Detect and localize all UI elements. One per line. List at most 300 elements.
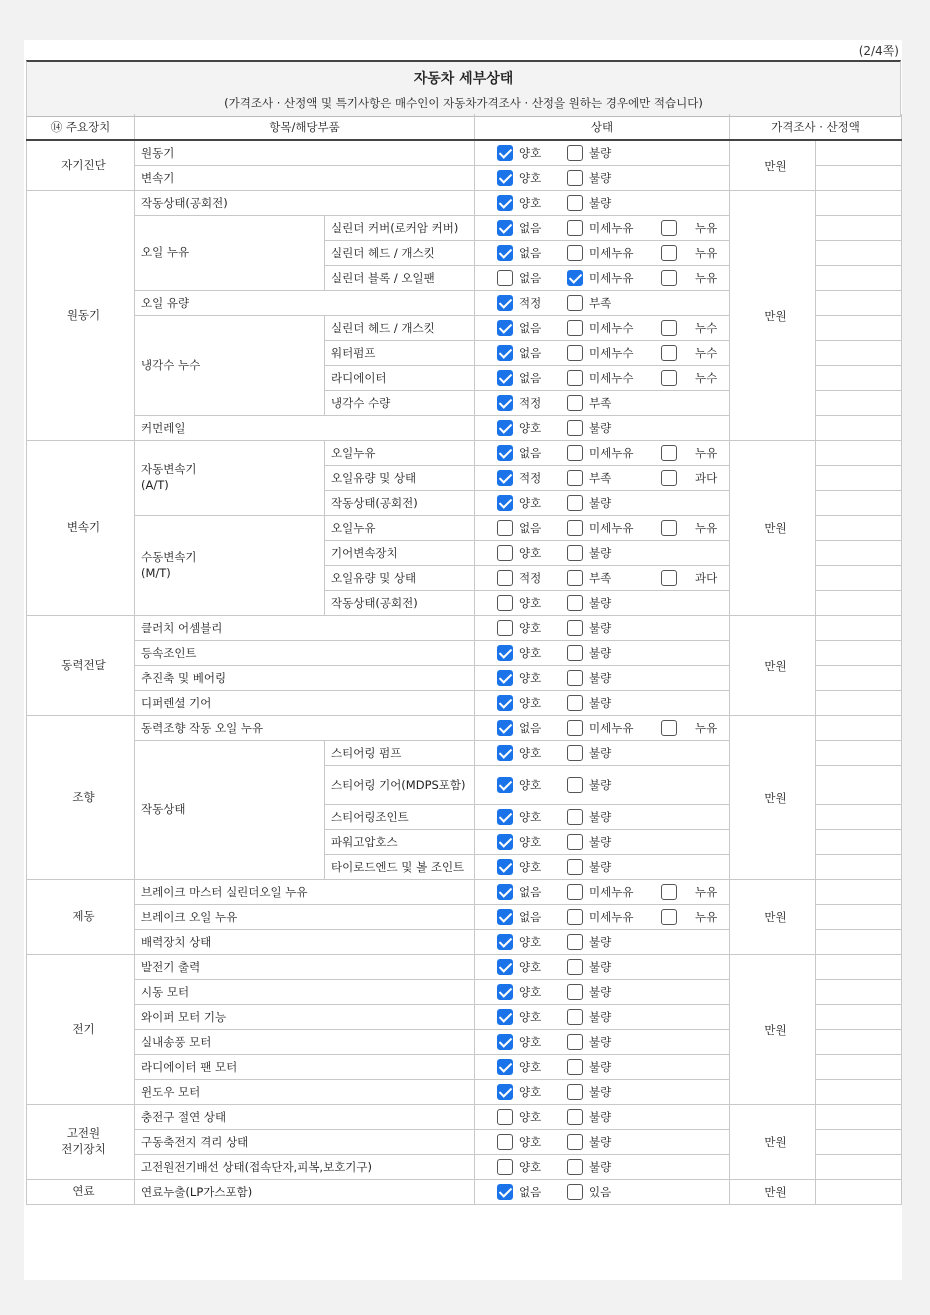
unchecked-checkbox[interactable] (567, 370, 583, 386)
checked-checkbox[interactable] (497, 420, 513, 436)
price-input-cell[interactable] (816, 541, 902, 566)
price-input-cell[interactable] (816, 855, 902, 880)
price-input-cell[interactable] (816, 805, 902, 830)
unchecked-checkbox[interactable] (567, 1059, 583, 1075)
checked-checkbox[interactable] (497, 345, 513, 361)
price-input-cell[interactable] (816, 1155, 902, 1180)
checked-checkbox[interactable] (497, 370, 513, 386)
price-input-cell[interactable] (816, 140, 902, 166)
price-input-cell[interactable] (816, 391, 902, 416)
status-option[interactable] (567, 520, 633, 536)
unchecked-checkbox[interactable] (661, 570, 677, 586)
status-option[interactable] (567, 1034, 611, 1050)
status-option[interactable] (497, 395, 541, 411)
category-hv: 고전원 전기장치 (27, 1105, 135, 1180)
status-option[interactable] (567, 270, 633, 286)
price-input-cell[interactable] (816, 366, 902, 391)
status-option[interactable] (497, 345, 541, 361)
price-input-cell[interactable] (816, 591, 902, 616)
checked-checkbox[interactable] (497, 1059, 513, 1075)
item-label: 오일유량 및 상태 (325, 566, 475, 591)
checked-checkbox[interactable] (497, 984, 513, 1000)
price-input-cell[interactable] (816, 491, 902, 516)
status-option[interactable] (567, 720, 633, 736)
unchecked-checkbox[interactable] (497, 520, 513, 536)
option-label: 적정 (519, 396, 542, 410)
status-cell (475, 930, 730, 955)
option-label: 누유 (695, 246, 718, 260)
status-option[interactable] (497, 695, 541, 711)
status-option[interactable] (497, 959, 541, 975)
status-option[interactable] (497, 745, 541, 761)
item-label: 실린더 커버(로커암 커버) (325, 216, 475, 241)
status-cell (475, 266, 730, 291)
status-option[interactable] (567, 1009, 611, 1025)
option-label: 없음 (519, 446, 542, 460)
status-option[interactable] (497, 909, 541, 925)
status-option[interactable] (661, 520, 717, 536)
item-label: 스티어링조인트 (325, 805, 475, 830)
item-label: 오일유량 및 상태 (325, 466, 475, 491)
status-option[interactable] (497, 620, 541, 636)
status-option[interactable] (497, 145, 541, 161)
price-input-cell[interactable] (816, 930, 902, 955)
item-label: 실린더 헤드 / 개스킷 (325, 316, 475, 341)
status-option[interactable] (497, 720, 541, 736)
price-input-cell[interactable] (816, 466, 902, 491)
price-input-cell[interactable] (816, 1055, 902, 1080)
checked-checkbox[interactable] (497, 295, 513, 311)
checked-checkbox[interactable] (497, 170, 513, 186)
price-input-cell[interactable] (816, 166, 902, 191)
checked-checkbox[interactable] (497, 934, 513, 950)
unchecked-checkbox[interactable] (661, 520, 677, 536)
checked-checkbox[interactable] (497, 395, 513, 411)
status-option[interactable] (497, 984, 541, 1000)
status-option[interactable] (567, 670, 611, 686)
status-option[interactable] (497, 270, 541, 286)
unchecked-checkbox[interactable] (661, 320, 677, 336)
item-label: 오일누유 (325, 516, 475, 541)
price-input-cell[interactable] (816, 641, 902, 666)
status-option[interactable] (497, 859, 541, 875)
unchecked-checkbox[interactable] (567, 745, 583, 761)
unchecked-checkbox[interactable] (567, 1034, 583, 1050)
checked-checkbox[interactable] (497, 320, 513, 336)
price-input-cell[interactable] (816, 691, 902, 716)
price-input-cell[interactable] (816, 516, 902, 541)
checked-checkbox[interactable] (497, 145, 513, 161)
status-option[interactable] (567, 370, 633, 386)
unchecked-checkbox[interactable] (567, 595, 583, 611)
status-option[interactable] (497, 1034, 541, 1050)
unchecked-checkbox[interactable] (497, 270, 513, 286)
status-cell (475, 566, 730, 591)
unchecked-checkbox[interactable] (567, 859, 583, 875)
status-option[interactable] (497, 170, 541, 186)
status-option[interactable] (567, 620, 611, 636)
unchecked-checkbox[interactable] (497, 595, 513, 611)
checked-checkbox[interactable] (497, 470, 513, 486)
status-option[interactable] (567, 1134, 611, 1150)
status-cell (475, 541, 730, 566)
checked-checkbox[interactable] (567, 270, 583, 286)
unchecked-checkbox[interactable] (567, 570, 583, 586)
checked-checkbox[interactable] (497, 245, 513, 261)
checked-checkbox[interactable] (497, 1009, 513, 1025)
checked-checkbox[interactable] (497, 645, 513, 661)
unchecked-checkbox[interactable] (567, 884, 583, 900)
price-input-cell[interactable] (816, 1180, 902, 1205)
status-option[interactable] (497, 570, 541, 586)
checked-checkbox[interactable] (497, 1184, 513, 1200)
unchecked-checkbox[interactable] (567, 1134, 583, 1150)
status-option[interactable] (661, 470, 717, 486)
status-option[interactable] (567, 320, 633, 336)
status-option[interactable] (497, 495, 541, 511)
status-cell (475, 616, 730, 641)
option-label: 없음 (519, 521, 542, 535)
document-page (24, 40, 902, 1280)
status-option[interactable] (567, 859, 611, 875)
status-option[interactable] (497, 470, 541, 486)
unchecked-checkbox[interactable] (567, 834, 583, 850)
status-option[interactable] (567, 984, 611, 1000)
status-option[interactable] (567, 884, 633, 900)
status-option[interactable] (567, 834, 611, 850)
price-input-cell[interactable] (816, 1005, 902, 1030)
price-unit: 만원 (730, 955, 816, 1105)
unchecked-checkbox[interactable] (661, 884, 677, 900)
option-label: 불량 (589, 671, 612, 685)
status-option[interactable] (497, 834, 541, 850)
status-option[interactable] (567, 170, 611, 186)
unchecked-checkbox[interactable] (497, 1109, 513, 1125)
status-option[interactable] (567, 645, 611, 661)
unchecked-checkbox[interactable] (567, 195, 583, 211)
status-option[interactable] (497, 1159, 541, 1175)
unchecked-checkbox[interactable] (567, 620, 583, 636)
item-label: 브레이크 오일 누유 (135, 905, 475, 930)
unchecked-checkbox[interactable] (567, 220, 583, 236)
option-label: 없음 (519, 910, 542, 924)
status-option[interactable] (567, 295, 611, 311)
item-label: 오일누유 (325, 441, 475, 466)
checked-checkbox[interactable] (497, 720, 513, 736)
status-option[interactable] (567, 595, 611, 611)
status-cell (475, 766, 730, 805)
status-option[interactable] (567, 695, 611, 711)
option-label: 양호 (519, 421, 542, 435)
option-label: 누유 (695, 910, 718, 924)
unchecked-checkbox[interactable] (661, 470, 677, 486)
option-label: 부족 (589, 396, 612, 410)
unchecked-checkbox[interactable] (567, 1184, 583, 1200)
price-input-cell[interactable] (816, 316, 902, 341)
status-option[interactable] (567, 195, 611, 211)
status-option[interactable] (567, 545, 611, 561)
status-cell (475, 341, 730, 366)
price-input-cell[interactable] (816, 241, 902, 266)
category-power: 동력전달 (27, 616, 135, 716)
unchecked-checkbox[interactable] (567, 495, 583, 511)
unchecked-checkbox[interactable] (567, 909, 583, 925)
status-option[interactable] (661, 370, 717, 386)
status-option[interactable] (567, 145, 611, 161)
status-cell (475, 491, 730, 516)
status-option[interactable] (661, 270, 717, 286)
status-option[interactable] (497, 1134, 541, 1150)
unchecked-checkbox[interactable] (567, 1159, 583, 1175)
status-option[interactable] (567, 909, 633, 925)
unchecked-checkbox[interactable] (567, 295, 583, 311)
price-input-cell[interactable] (816, 191, 902, 216)
status-option[interactable] (497, 1009, 541, 1025)
unchecked-checkbox[interactable] (567, 345, 583, 361)
unchecked-checkbox[interactable] (661, 245, 677, 261)
status-cell (475, 880, 730, 905)
status-option[interactable] (497, 370, 541, 386)
unchecked-checkbox[interactable] (567, 645, 583, 661)
status-option[interactable] (567, 420, 611, 436)
unchecked-checkbox[interactable] (661, 445, 677, 461)
status-option[interactable] (497, 1059, 541, 1075)
unchecked-checkbox[interactable] (497, 1159, 513, 1175)
checked-checkbox[interactable] (497, 884, 513, 900)
status-option[interactable] (567, 345, 633, 361)
status-option[interactable] (497, 595, 541, 611)
price-input-cell[interactable] (816, 716, 902, 741)
status-option[interactable] (567, 959, 611, 975)
price-input-cell[interactable] (816, 830, 902, 855)
price-input-cell[interactable] (816, 416, 902, 441)
status-option[interactable] (567, 470, 611, 486)
unchecked-checkbox[interactable] (567, 395, 583, 411)
option-label: 불량 (589, 546, 612, 560)
price-input-cell[interactable] (816, 341, 902, 366)
unchecked-checkbox[interactable] (567, 320, 583, 336)
status-cell (475, 905, 730, 930)
category-engine: 원동기 (27, 191, 135, 441)
option-label: 누유 (695, 271, 718, 285)
status-option[interactable] (497, 220, 541, 236)
status-option[interactable] (497, 420, 541, 436)
unchecked-checkbox[interactable] (567, 670, 583, 686)
unchecked-checkbox[interactable] (497, 620, 513, 636)
unchecked-checkbox[interactable] (567, 720, 583, 736)
status-cell (475, 140, 730, 166)
checked-checkbox[interactable] (497, 695, 513, 711)
status-option[interactable] (661, 320, 717, 336)
status-option[interactable] (497, 545, 541, 561)
unchecked-checkbox[interactable] (661, 270, 677, 286)
status-option[interactable] (567, 745, 611, 761)
unchecked-checkbox[interactable] (661, 220, 677, 236)
status-option[interactable] (661, 909, 717, 925)
checked-checkbox[interactable] (497, 495, 513, 511)
unchecked-checkbox[interactable] (661, 909, 677, 925)
unchecked-checkbox[interactable] (567, 170, 583, 186)
status-option[interactable] (497, 445, 541, 461)
unchecked-checkbox[interactable] (567, 1009, 583, 1025)
status-option[interactable] (567, 1109, 611, 1125)
option-label: 불량 (589, 421, 612, 435)
checked-checkbox[interactable] (497, 670, 513, 686)
option-label: 양호 (519, 778, 542, 792)
status-cell (475, 1155, 730, 1180)
unchecked-checkbox[interactable] (497, 570, 513, 586)
unchecked-checkbox[interactable] (567, 1084, 583, 1100)
status-option[interactable] (661, 720, 717, 736)
option-label: 없음 (519, 1185, 542, 1199)
status-option[interactable] (567, 245, 633, 261)
status-option[interactable] (661, 570, 717, 586)
price-input-cell[interactable] (816, 880, 902, 905)
checked-checkbox[interactable] (497, 745, 513, 761)
unchecked-checkbox[interactable] (661, 345, 677, 361)
checked-checkbox[interactable] (497, 220, 513, 236)
price-input-cell[interactable] (816, 216, 902, 241)
unchecked-checkbox[interactable] (567, 777, 583, 793)
unchecked-checkbox[interactable] (567, 445, 583, 461)
price-input-cell[interactable] (816, 1105, 902, 1130)
status-option[interactable] (497, 809, 541, 825)
checked-checkbox[interactable] (497, 1034, 513, 1050)
status-option[interactable] (567, 777, 611, 793)
price-input-cell[interactable] (816, 741, 902, 766)
status-option[interactable] (497, 320, 541, 336)
header-item: 항목/해당부품 (135, 114, 475, 140)
option-label: 미세누유 (589, 885, 634, 899)
status-option[interactable] (497, 1109, 541, 1125)
checked-checkbox[interactable] (497, 445, 513, 461)
status-option[interactable] (567, 445, 633, 461)
item-label: 라디에이터 팬 모터 (135, 1055, 475, 1080)
price-input-cell[interactable] (816, 955, 902, 980)
status-option[interactable] (567, 395, 611, 411)
price-input-cell[interactable] (816, 1080, 902, 1105)
unchecked-checkbox[interactable] (567, 934, 583, 950)
status-option[interactable] (497, 670, 541, 686)
price-input-cell[interactable] (816, 766, 902, 805)
price-input-cell[interactable] (816, 616, 902, 641)
price-input-cell[interactable] (816, 1130, 902, 1155)
item-label: 연료누출(LP가스포함) (135, 1180, 475, 1205)
unchecked-checkbox[interactable] (567, 420, 583, 436)
option-label: 불량 (589, 496, 612, 510)
status-cell (475, 830, 730, 855)
status-option[interactable] (661, 245, 717, 261)
checked-checkbox[interactable] (497, 959, 513, 975)
option-label: 불량 (589, 596, 612, 610)
unchecked-checkbox[interactable] (567, 984, 583, 1000)
group-at: 자동변속기 (A/T) (135, 441, 325, 516)
option-label: 부족 (589, 471, 612, 485)
option-label: 불량 (589, 146, 612, 160)
option-label: 불량 (589, 171, 612, 185)
checked-checkbox[interactable] (497, 909, 513, 925)
price-input-cell[interactable] (816, 291, 902, 316)
status-cell (475, 955, 730, 980)
status-option[interactable] (567, 1059, 611, 1075)
table-row (27, 140, 902, 166)
status-option[interactable] (567, 1159, 611, 1175)
option-label: 양호 (519, 621, 542, 635)
unchecked-checkbox[interactable] (567, 470, 583, 486)
status-option[interactable] (497, 884, 541, 900)
status-option[interactable] (497, 520, 541, 536)
price-input-cell[interactable] (816, 566, 902, 591)
unchecked-checkbox[interactable] (567, 520, 583, 536)
unchecked-checkbox[interactable] (497, 545, 513, 561)
price-input-cell[interactable] (816, 266, 902, 291)
unchecked-checkbox[interactable] (567, 695, 583, 711)
price-input-cell[interactable] (816, 666, 902, 691)
table-row (27, 880, 902, 905)
checked-checkbox[interactable] (497, 1084, 513, 1100)
group-coolant_leak: 냉각수 누수 (135, 316, 325, 416)
checked-checkbox[interactable] (497, 777, 513, 793)
item-label: 구동축전지 격리 상태 (135, 1130, 475, 1155)
unchecked-checkbox[interactable] (567, 1109, 583, 1125)
status-option[interactable] (497, 934, 541, 950)
price-input-cell[interactable] (816, 980, 902, 1005)
status-option[interactable] (661, 884, 717, 900)
unchecked-checkbox[interactable] (661, 720, 677, 736)
checked-checkbox[interactable] (497, 859, 513, 875)
unchecked-checkbox[interactable] (497, 1134, 513, 1150)
option-label: 누수 (695, 371, 718, 385)
price-input-cell[interactable] (816, 905, 902, 930)
checked-checkbox[interactable] (497, 834, 513, 850)
status-option[interactable] (497, 295, 541, 311)
status-option[interactable] (567, 934, 611, 950)
status-option[interactable] (497, 195, 541, 211)
checked-checkbox[interactable] (497, 195, 513, 211)
option-label: 불량 (589, 1060, 612, 1074)
unchecked-checkbox[interactable] (567, 145, 583, 161)
unchecked-checkbox[interactable] (567, 545, 583, 561)
status-option[interactable] (497, 645, 541, 661)
unchecked-checkbox[interactable] (567, 245, 583, 261)
status-option[interactable] (661, 345, 717, 361)
unchecked-checkbox[interactable] (567, 959, 583, 975)
status-option[interactable] (567, 1184, 611, 1200)
status-option[interactable] (661, 220, 717, 236)
price-input-cell[interactable] (816, 441, 902, 466)
status-option[interactable] (567, 495, 611, 511)
status-option[interactable] (497, 245, 541, 261)
status-option[interactable] (661, 445, 717, 461)
option-label: 양호 (519, 935, 542, 949)
unchecked-checkbox[interactable] (567, 809, 583, 825)
status-option[interactable] (567, 809, 611, 825)
item-label: 클러치 어셈블리 (135, 616, 475, 641)
category-steer: 조향 (27, 716, 135, 880)
status-option[interactable] (497, 1084, 541, 1100)
status-option[interactable] (567, 570, 611, 586)
status-cell (475, 666, 730, 691)
status-option[interactable] (567, 1084, 611, 1100)
option-label: 적정 (519, 571, 542, 585)
unchecked-checkbox[interactable] (661, 370, 677, 386)
status-option[interactable] (497, 1184, 541, 1200)
price-input-cell[interactable] (816, 1030, 902, 1055)
checked-checkbox[interactable] (497, 809, 513, 825)
status-option[interactable] (497, 777, 541, 793)
status-option[interactable] (567, 220, 633, 236)
status-cell (475, 1180, 730, 1205)
